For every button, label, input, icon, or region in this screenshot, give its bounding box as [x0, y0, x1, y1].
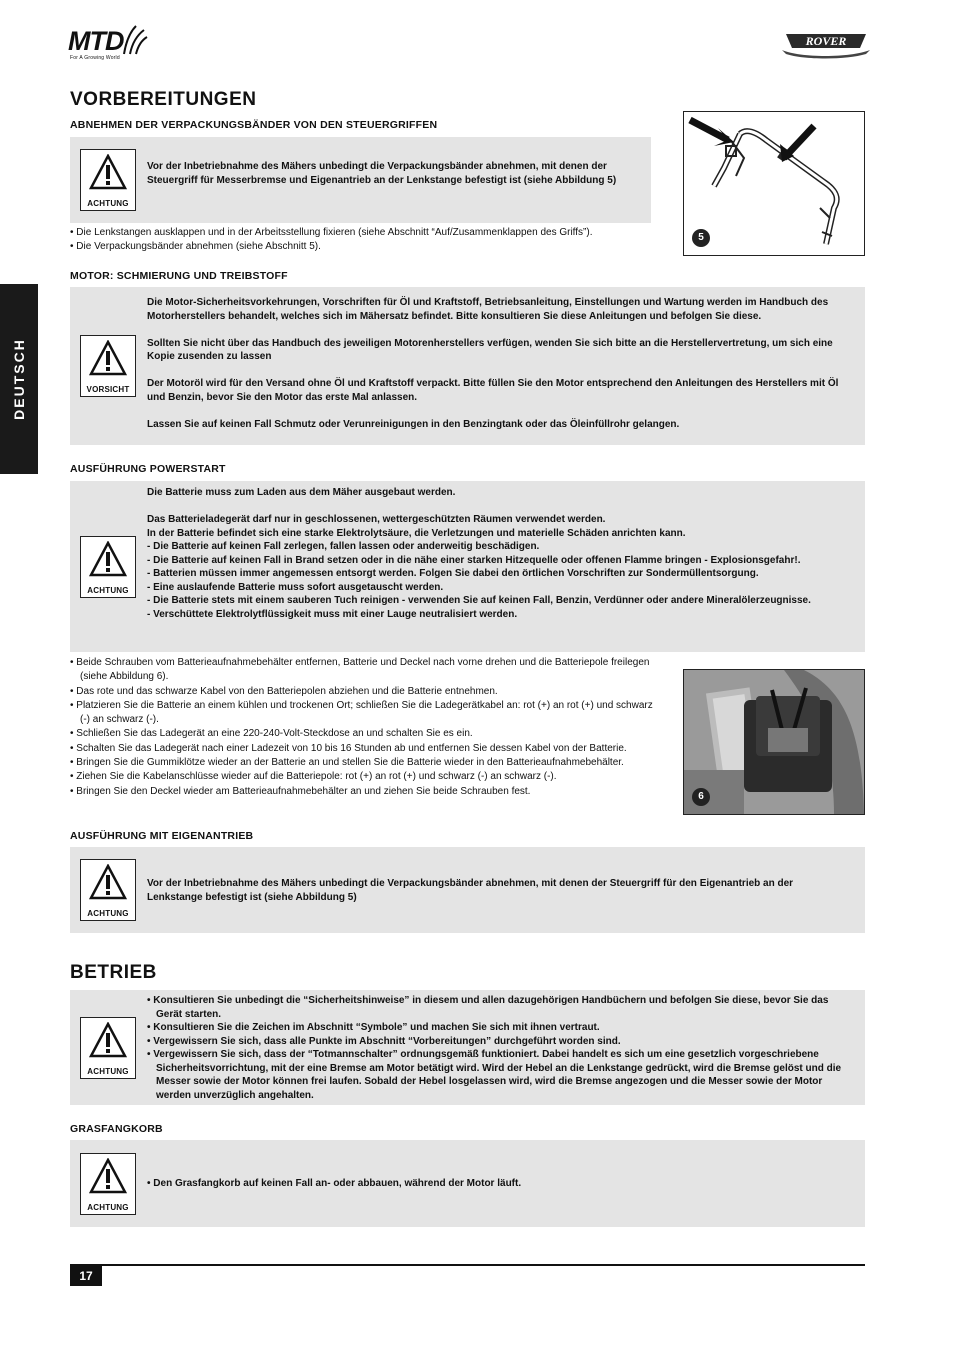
page-number: 17 [70, 1266, 102, 1286]
paragraph: Sollten Sie nicht über das Handbuch des jeweiligen Motorenherstellers verfügen, wenden Sie sich bitte an die Herstellervertretung, um sich eine Kopie zusenden zu lassen [147, 337, 833, 362]
rover-logo-shape [780, 28, 872, 60]
mtd-logo-text: MTD [68, 26, 124, 56]
rover-logo [780, 28, 872, 60]
warning-text: Vor der Inbetriebnahme des Mähers unbedingt die Verpackungsbänder abnehmen, mit denen der Steuergriff für Messerbremse und Eigenantrieb an der Lenkstange befestigt ist (siehe Abbildung 5) [147, 161, 617, 186]
paragraph: In der Batterie befindet sich eine starke Elektrolytsäure, die Verletzungen und materielle Schäden anrichten kann. [147, 527, 686, 539]
warning-label: ACHTUNG [87, 586, 129, 595]
section-title-betrieb: BETRIEB [70, 962, 157, 983]
subheading-grasfangkorb: GRASFANGKORB [70, 1123, 163, 1135]
list-item: • Das rote und das schwarze Kabel von den Batteriepolen abziehen und die Batterie entnehmen. [70, 685, 498, 697]
list-item: • Bringen Sie den Deckel wieder am Batterieaufnahmebehälter an und ziehen Sie beide Schrauben fest. [70, 785, 531, 797]
warning-icon-achtung [80, 1153, 136, 1215]
language-label: DEUTSCH [11, 338, 27, 420]
warning-triangle-icon [89, 864, 127, 900]
warning-triangle-icon [89, 541, 127, 577]
figure-5-handlebar [683, 111, 865, 256]
handlebar-illustration [684, 112, 864, 255]
list-item: • Beide Schrauben vom Batterieaufnahmebehälter entfernen, Batterie und Deckel nach vorne drehen und die Batteriepole freilegen (siehe Abbildung 6). [70, 657, 650, 683]
mtd-logo [68, 24, 148, 64]
warning-box-eigenantrieb [70, 847, 865, 933]
warning-icon-achtung [80, 536, 136, 598]
list-item: • Die Lenkstangen ausklappen und in der Arbeitsstellung fixieren (siehe Abschnitt “Auf/Zusammenklappen des Griffs”). [70, 227, 593, 238]
list-item: • Die Verpackungsbänder abnehmen (siehe Abschnitt 5). [70, 241, 321, 253]
subheading-motor: MOTOR: SCHMIERUNG UND TREIBSTOFF [70, 270, 288, 282]
list-item: - Verschüttete Elektrolytflüssigkeit muss mit einer Lauge neutralisiert werden. [147, 608, 518, 620]
list-item: • Schließen Sie das Ladegerät an eine 220-240-Volt-Steckdose an und schalten Sie es ein. [70, 728, 473, 740]
rover-logo-text: ROVER [805, 34, 847, 48]
warning-label: ACHTUNG [87, 1203, 129, 1212]
subheading-verpackungsbaender: ABNEHMEN DER VERPACKUNGSBÄNDER VON DEN STEUERGRIFFEN [70, 119, 438, 131]
subheading-eigenantrieb: AUSFÜHRUNG MIT EIGENANTRIEB [70, 830, 254, 842]
warning-triangle-icon [89, 1158, 127, 1194]
paragraph: Die Batterie muss zum Laden aus dem Mäher ausgebaut werden. [147, 487, 456, 498]
warning-label: ACHTUNG [87, 1067, 129, 1076]
warning-icon-achtung [80, 1017, 136, 1079]
warning-label: VORSICHT [86, 385, 130, 394]
list-item: • Bringen Sie die Gummiklötze wieder an der Batterie an und stellen Sie die Batterie wieder in den Batterieaufnahmebehälter. [70, 757, 624, 769]
motor-warning-text [147, 296, 851, 431]
warning-triangle-icon [89, 1022, 127, 1058]
list-item: • Konsultieren Sie unbedingt die “Sicherheitshinweise” in diesem und allen dazugehörigen Handbüchern und befolgen Sie diese, bevor Sie das Gerät starten. [147, 995, 829, 1020]
powerstart-steps [70, 656, 658, 799]
warning-triangle-icon [89, 340, 127, 376]
warning-icon-achtung [80, 859, 136, 921]
subheading-powerstart: AUSFÜHRUNG POWERSTART [70, 463, 226, 475]
battery-photo-illustration [684, 670, 864, 814]
mtd-tagline: For A Growing World [70, 55, 120, 61]
warning-icon-achtung [80, 149, 136, 211]
section-title-vorbereitungen: VORBEREITUNGEN [70, 89, 257, 110]
warning-triangle-icon [89, 154, 127, 190]
list-item: - Batterien müssen immer angemessen entsorgt werden. Folgen Sie dabei den örtlichen Vorschriften zur Sondermüllentsorgung. [147, 568, 759, 579]
paragraph: Der Motoröl wird für den Versand ohne Öl und Kraftstoff verpackt. Bitte füllen Sie den Motor entsprechend den Anleitungen des Herstellers mit Öl und Benzin, bevor Sie den Motor das erste Mal anlassen. [147, 378, 839, 403]
grass-icon [120, 24, 148, 56]
figure-6-battery-photo [683, 669, 865, 815]
list-item: - Eine auslaufende Batterie muss sofort ausgetauscht werden. [147, 581, 444, 593]
list-item: - Die Batterie auf keinen Fall in Brand setzen oder in die nähe einer starken Hitzequelle oder offenen Flamme bringen - Explosionsgefahr!. [147, 554, 801, 566]
list-item: - Die Batterie stets mit einem sauberen Tuch reinigen - verwenden Sie auf keinen Fall, Benzin, Verdünner oder andere Mineralölerzeugnisse. [147, 595, 811, 606]
list-item: • Konsultieren Sie die Zeichen im Abschnitt “Symbole” und machen Sie sich mit ihnen vertraut. [147, 1022, 600, 1033]
figure-number-6: 6 [692, 788, 710, 806]
list-item: • Vergewissern Sie sich, dass alle Punkte im Abschnitt “Vorbereitungen” durchgeführt worden sind. [147, 1035, 621, 1047]
paragraph: Die Motor-Sicherheitsvorkehrungen, Vorschriften für Öl und Kraftstoff, Betriebsanleitung, Einstellungen und Wartung werden im Handbuch des Motorherstellers behandelt, welches sich im Mähersatz befindet. Bitte konsultieren Sie diese Anleitungen und befolgen Sie diese. [147, 297, 829, 322]
list-item: • Platzieren Sie die Batterie an einem kühlen und trockenen Ort; schließen Sie die Ladegerätkabel an: rot (+) an rot (+) und schwarz (-) an schwarz (-). [70, 699, 653, 726]
betrieb-warning-text [147, 994, 851, 1102]
warning-box-powerstart [70, 481, 865, 652]
list-item: - Die Batterie auf keinen Fall zerlegen, fallen lassen oder anderweitig beschädigen. [147, 541, 540, 552]
warning-label: ACHTUNG [87, 909, 129, 918]
paragraph: Lassen Sie auf keinen Fall Schmutz oder Verunreinigungen in den Benzingtank oder das Öleinfüllrohr gelangen. [147, 418, 680, 430]
figure-number-5: 5 [692, 229, 710, 247]
list-item: • Vergewissern Sie sich, dass der “Totmannschalter” ordnungsgemäß funktioniert. Dabei handelt es sich um eine gesetzlich vorgeschriebene Sicherheitsvorrichtung, mit der eine Bremse am Motor betätigt wird. Wird der Hebel an die Lenkstange gedrückt, wird die Bremse gelöst und die Messer sowie der Motor können frei laufen. Sobald der Hebel losgelassen wird, wird die Bremse angezogen und die Messer sowie der Motor werden unverzüglich angehalten. [147, 1049, 842, 1101]
warning-box-grasfangkorb [70, 1140, 865, 1227]
vorbereitungen-bullets [70, 226, 660, 255]
warning-box-verpackung [70, 137, 651, 223]
warning-text: • Den Grasfangkorb auf keinen Fall an- oder abbauen, während der Motor läuft. [147, 1178, 522, 1189]
language-side-tab [0, 284, 38, 474]
warning-box-motor [70, 287, 865, 445]
warning-box-betrieb [70, 990, 865, 1105]
paragraph: Das Batterieladegerät darf nur in geschlossenen, wettergeschützten Räumen verwendet werden. [147, 514, 606, 525]
warning-icon-vorsicht [80, 335, 136, 397]
warning-text: Vor der Inbetriebnahme des Mähers unbedingt die Verpackungsbänder abnehmen, mit denen der Steuergriff für den Eigenantrieb an der Lenkstange befestigt ist (siehe Abbildung 5) [147, 878, 794, 903]
list-item: • Schalten Sie das Ladegerät nach einer Ladezeit von 10 bis 16 Stunden ab und entfernen Sie dessen Kabel von der Batterie. [70, 742, 627, 754]
powerstart-warning-text [147, 486, 851, 621]
list-item: • Ziehen Sie die Kabelanschlüsse wieder auf die Batteriepole: rot (+) an rot (+) und schwarz (-) an schwarz (-). [70, 771, 557, 783]
warning-label: ACHTUNG [87, 199, 129, 208]
footer-rule [70, 1264, 865, 1266]
